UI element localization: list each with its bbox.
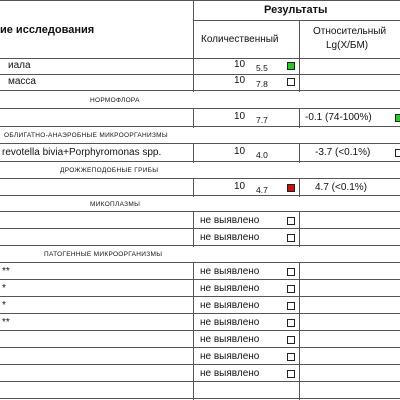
grid-line	[0, 108, 400, 109]
grid-line	[0, 364, 400, 365]
grid-line	[299, 262, 300, 400]
not-detected-value: не выявлено	[200, 317, 260, 328]
status-checkbox	[287, 302, 295, 310]
status-checkbox	[287, 353, 295, 361]
grid-line	[299, 108, 300, 128]
grid-line	[299, 178, 300, 197]
grid-line	[0, 211, 400, 212]
quantitative-header: Количественный	[201, 34, 279, 45]
grid-line	[193, 108, 194, 128]
not-detected-value: не выявлено	[200, 232, 260, 243]
value-lg: 4.0	[256, 150, 268, 160]
grid-line	[0, 398, 400, 399]
grid-line	[0, 161, 400, 162]
value-lg: 7.7	[256, 115, 268, 125]
status-checkbox	[287, 268, 295, 276]
not-detected-value: не выявлено	[200, 334, 260, 345]
grid-line	[0, 245, 400, 246]
status-indicator-green	[395, 114, 400, 122]
grid-line	[0, 228, 400, 229]
value-power: 10	[234, 181, 246, 192]
row-name: revotella bivia+Porphyromonas spp.	[2, 147, 162, 158]
not-detected-value: не выявлено	[200, 283, 260, 294]
value-power: 10	[234, 146, 246, 157]
results-header: Результаты	[264, 4, 328, 16]
study-name-header: ие исследования	[0, 24, 95, 36]
relative-value: 4.7 (<0.1%)	[315, 182, 367, 193]
row-name: **	[2, 266, 10, 277]
grid-line	[0, 313, 400, 314]
grid-line	[193, 262, 194, 400]
relative-header: Относительный	[313, 26, 387, 37]
grid-line	[0, 262, 400, 263]
section-mycoplasma: МИКОПЛАЗМЫ	[90, 201, 141, 208]
grid-line	[0, 58, 400, 59]
status-checkbox	[287, 319, 295, 327]
value-lg: 7.8	[256, 79, 268, 89]
value-power: 10	[234, 111, 246, 122]
grid-line	[0, 381, 400, 382]
row-name: масса	[8, 76, 36, 87]
grid-line	[193, 211, 194, 247]
status-checkbox	[287, 217, 295, 225]
status-checkbox	[287, 285, 295, 293]
grid-line	[0, 126, 400, 127]
grid-line	[299, 211, 300, 247]
not-detected-value: не выявлено	[200, 215, 260, 226]
grid-line	[0, 143, 400, 144]
section-anaerobes: ОБЛИГАТНО-АНАЭРОБНЫЕ МИКРООРГАНИЗМЫ	[4, 132, 168, 139]
status-checkbox	[287, 370, 295, 378]
grid-line	[0, 296, 400, 297]
grid-line	[0, 0, 400, 1]
status-checkbox	[287, 336, 295, 344]
section-pathogens: ПАТОГЕННЫЕ МИКРООРГАНИЗМЫ	[44, 251, 163, 258]
grid-line	[193, 178, 194, 197]
value-power: 10	[234, 75, 246, 86]
row-name: **	[2, 317, 10, 328]
grid-line	[0, 195, 400, 196]
status-indicator-red	[287, 184, 295, 192]
value-lg: 4.7	[256, 185, 268, 195]
row-name: *	[2, 300, 6, 311]
relative-unit-header: Lg(X/БМ)	[326, 40, 369, 51]
row-name: иала	[8, 60, 31, 71]
grid-line	[193, 143, 194, 163]
value-power: 10	[234, 59, 246, 70]
grid-line	[193, 0, 194, 92]
status-checkbox	[395, 149, 400, 157]
not-detected-value: не выявлено	[200, 266, 260, 277]
relative-value: -3.7 (<0.1%)	[315, 147, 371, 158]
not-detected-value: не выявлено	[200, 368, 260, 379]
status-indicator-green	[287, 62, 295, 70]
not-detected-value: не выявлено	[200, 351, 260, 362]
grid-line	[299, 20, 300, 92]
grid-line	[299, 143, 300, 163]
grid-line	[0, 90, 400, 91]
grid-line	[193, 20, 400, 21]
relative-value: -0.1 (74-100%)	[305, 112, 372, 123]
grid-line	[0, 178, 400, 179]
row-name: *	[2, 283, 6, 294]
status-checkbox	[287, 234, 295, 242]
grid-line	[0, 74, 400, 75]
not-detected-value: не выявлено	[200, 300, 260, 311]
grid-line	[0, 347, 400, 348]
status-checkbox	[287, 78, 295, 86]
section-normoflora: НОРМОФЛОРА	[90, 97, 140, 104]
value-lg: 5.5	[256, 63, 268, 73]
section-yeast: ДРОЖЖЕПОДОБНЫЕ ГРИБЫ	[60, 167, 159, 174]
grid-line	[0, 330, 400, 331]
grid-line	[0, 279, 400, 280]
